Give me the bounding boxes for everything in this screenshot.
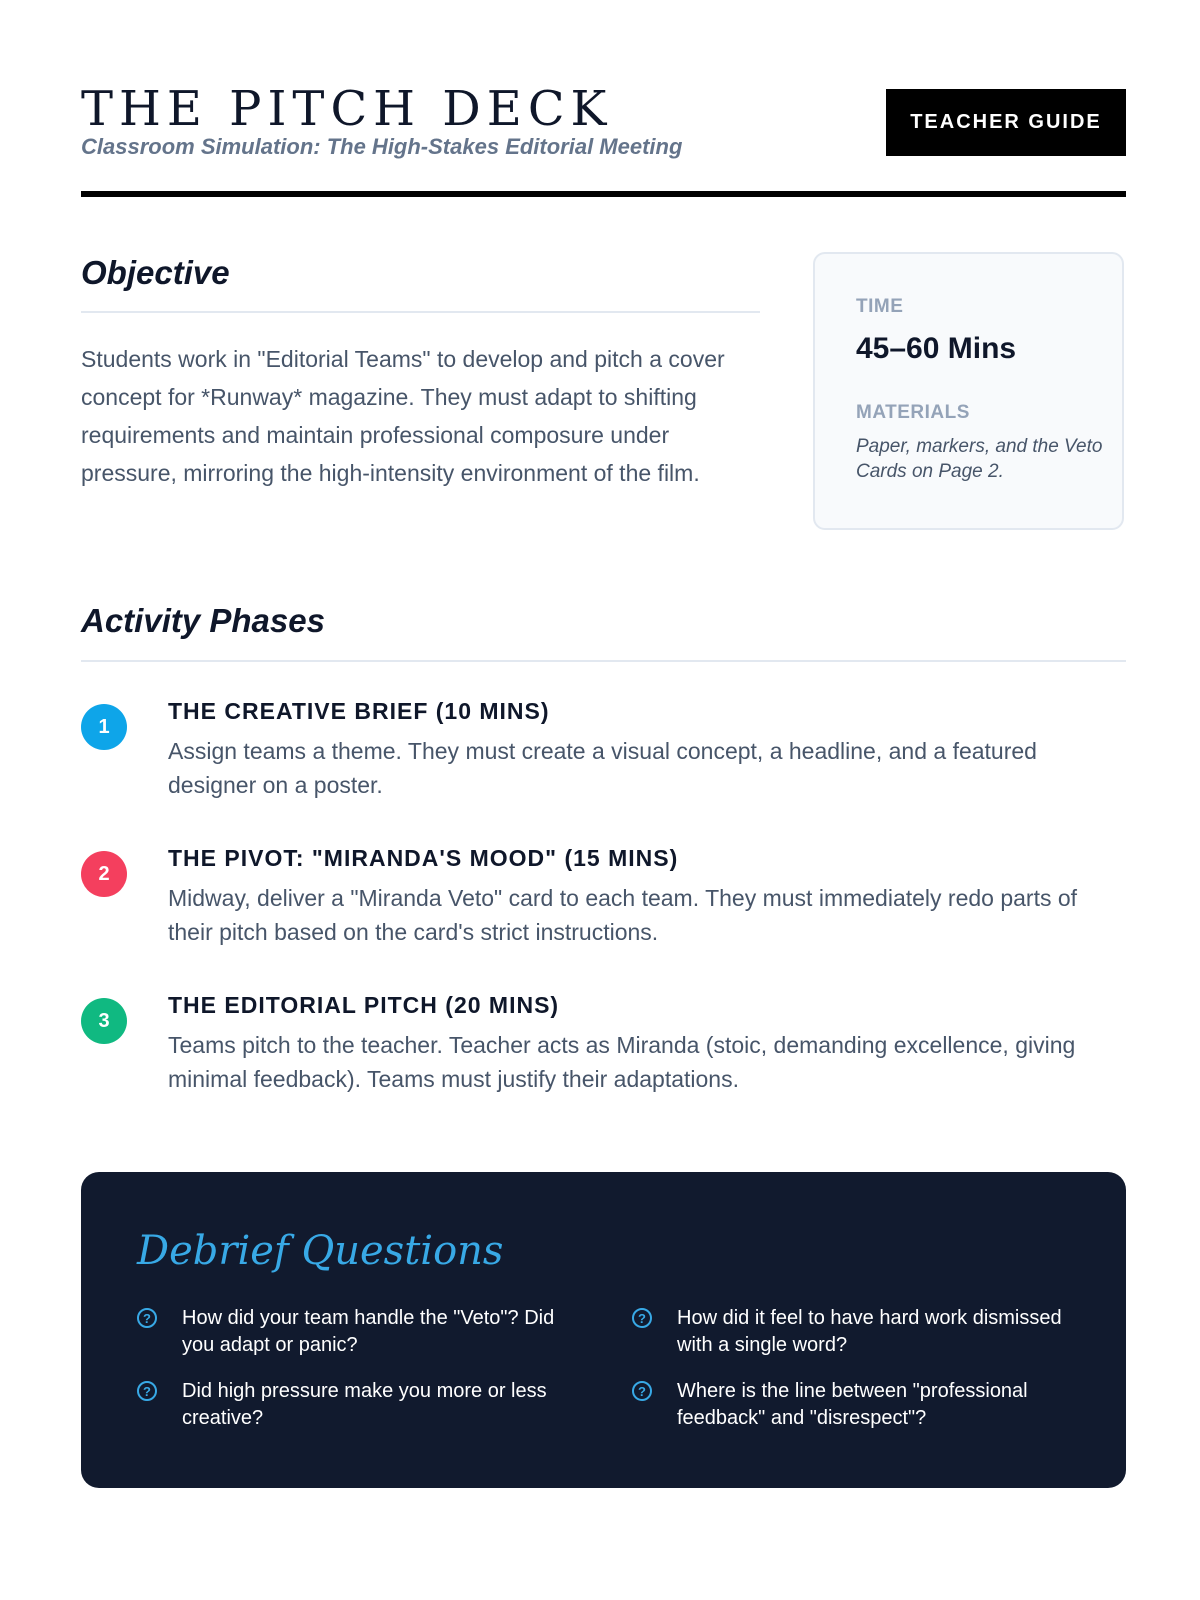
time-label: TIME [856,296,904,317]
phases-divider [81,660,1126,662]
phase-title: THE EDITORIAL PITCH (20 MINS) [168,992,560,1018]
objective-divider [81,311,760,313]
phase-description: Assign teams a theme. They must create a visual concept, a headline, and a featured designer on a poster. [168,738,1037,798]
page-subtitle: Classroom Simulation: The High-Stakes Editorial Meeting [81,134,683,159]
time-value: 45–60 Mins [856,332,1017,365]
debrief-question-text: Did high pressure make you more or less creative? [182,1380,547,1429]
phase-title: THE CREATIVE BRIEF (10 MINS) [168,698,550,724]
question-circle-icon: ? [137,1381,157,1401]
phase-description: Midway, deliver a "Miranda Veto" card to each team. They must immediately redo parts of their pitch based on the card's strict instructions. [168,885,1078,945]
materials-value: Paper, markers, and the Veto Cards on Page 2. [856,436,1103,482]
header-divider [81,191,1126,197]
question-circle-icon: ? [632,1308,652,1328]
phase-description: Teams pitch to the teacher. Teacher acts as Miranda (stoic, demanding excellence, giving minimal feedback). Teams must justify their adaptations. [168,1032,1076,1092]
debrief-heading: Debrief Questions [137,1228,504,1274]
debrief-question-text: How did it feel to have hard work dismissed with a single word? [677,1307,1062,1356]
question-circle-icon: ? [137,1308,157,1328]
phase-number-badge: 3 [81,998,127,1044]
header [81,80,1126,200]
debrief-question-text: How did your team handle the "Veto"? Did you adapt or panic? [182,1307,555,1356]
teacher-guide-page [81,0,1126,1600]
phase-title: THE PIVOT: "MIRANDA'S MOOD" (15 MINS) [168,845,679,871]
phase-number-badge: 2 [81,851,127,897]
question-circle-icon: ? [632,1381,652,1401]
objective-heading: Objective [81,254,230,291]
teacher-guide-badge: TEACHER GUIDE [886,89,1126,156]
info-card [813,252,1124,530]
page-title: THE PITCH DECK [81,81,613,137]
debrief-question-text: Where is the line between "professional feedback" and "disrespect"? [677,1380,1028,1429]
debrief-panel [81,1172,1126,1488]
materials-label: MATERIALS [856,402,970,423]
activity-phases-heading: Activity Phases [81,602,325,639]
phase-number-badge: 1 [81,704,127,750]
objective-text: Students work in "Editorial Teams" to develop and pitch a cover concept for *Runway* magazine. They must adapt to shifting requirements and maintain professional composure under pressure, mirroring the high-intensity environment of the film. [81,346,725,486]
